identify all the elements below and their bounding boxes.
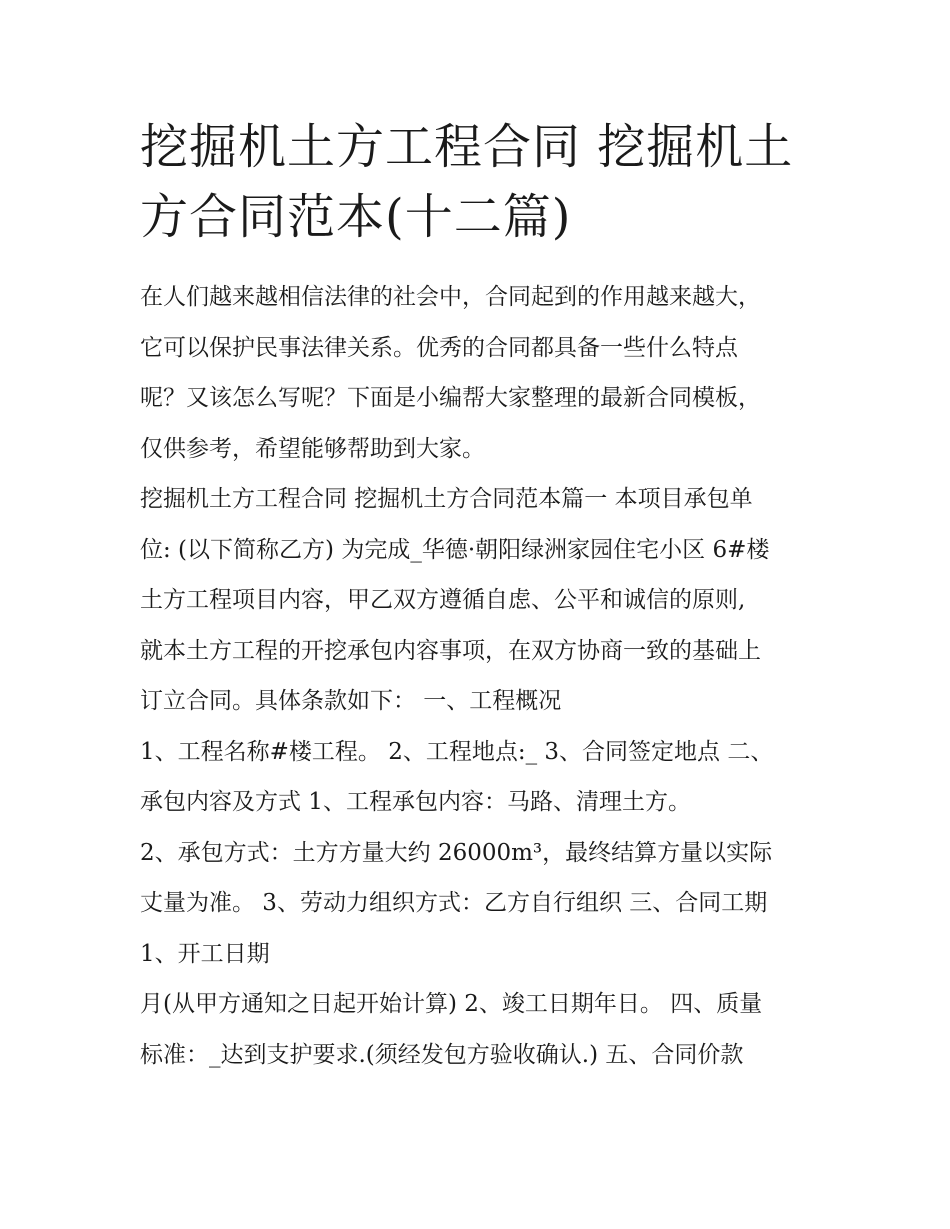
title-line-1: 挖掘机土方工程合同 挖掘机土 — [140, 119, 794, 175]
body-line: 标准：_达到支护要求.(须经发包方验收确认.) 五、合同价款 — [140, 1041, 744, 1068]
body-line: 月(从甲方通知之日起开始计算) 2、竣工日期年日。 四、质量 — [140, 991, 763, 1017]
body-line: 订立合同。具体条款如下： 一、工程概况 — [140, 688, 562, 714]
body-line: 承包内容及方式 1、工程承包内容：马路、清理土方。 — [140, 789, 691, 815]
body-line: 位: (以下简称乙方) 为完成_华德·朝阳绿洲家园住宅小区 6#楼 — [140, 536, 770, 563]
body-line: 2、承包方式：土方方量大约 26000m³，最终结算方量以实际 — [140, 839, 773, 866]
body-line: 挖掘机土方工程合同 挖掘机土方合同范本篇一 本项目承包单 — [140, 486, 753, 512]
body-line: 丈量为准。 3、劳动力组织方式：乙方自行组织 三、合同工期 — [140, 890, 768, 916]
body-line: 1、开工日期 — [140, 940, 270, 967]
body-line: 土方工程项目内容，甲乙双方遵循自虑、公平和诚信的原则, — [140, 587, 746, 613]
document-body — [140, 272, 820, 1080]
document-page — [140, 112, 820, 1080]
body-line: 就本土方工程的开挖承包内容事项，在双方协商一致的基础上 — [140, 637, 761, 664]
body-line: 1、工程名称#楼工程。 2、工程地点:_ 3、合同签定地点 二、 — [140, 738, 774, 765]
body-line: 它可以保护民事法律关系。优秀的合同都具备一些什么特点 — [140, 334, 738, 361]
title-line-2: 方合同范本(十二篇) — [140, 189, 572, 245]
body-line: 仅供参考，希望能够帮助到大家。 — [140, 435, 485, 462]
document-title — [140, 112, 820, 252]
body-line: 呢？又该怎么写呢？下面是小编帮大家整理的最新合同模板， — [140, 385, 761, 411]
body-line: 在人们越来越相信法律的社会中，合同起到的作用越来越大， — [140, 284, 761, 310]
